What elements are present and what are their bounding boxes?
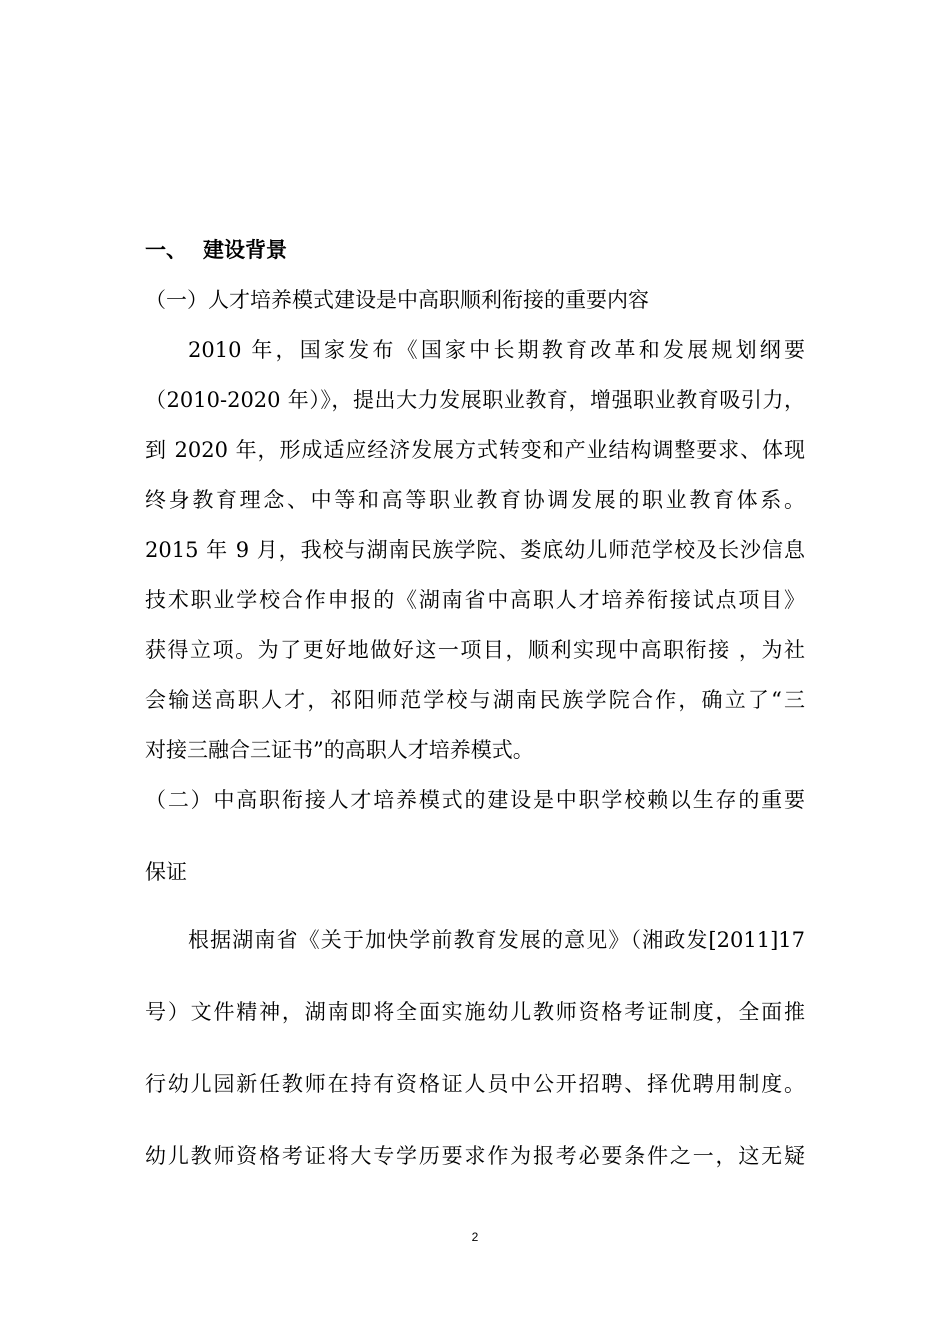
paragraph-2-line-2: 号）文件精神，湖南即将全面实施幼儿教师资格考证制度，全面推 bbox=[145, 1000, 805, 1024]
subsection-1-title: （一）人才培养模式建设是中高职顺利衔接的重要内容 bbox=[145, 288, 649, 312]
paragraph-1-line-4: 终身教育理念、中等和高等职业教育协调发展的职业教育体系。 bbox=[145, 488, 805, 512]
paragraph-2-line-4: 幼儿教师资格考证将大专学历要求作为报考必要条件之一，这无疑 bbox=[145, 1144, 805, 1168]
paragraph-1-line-2: （2010-2020 年）》，提出大力发展职业教育，增强职业教育吸引力， bbox=[145, 388, 805, 412]
section-heading-title: 建设背景 bbox=[203, 238, 287, 262]
paragraph-1-line-6: 技术职业学校合作申报的《湖南省中高职人才培养衔接试点项目》 bbox=[145, 588, 805, 612]
paragraph-1-line-9: 对接三融合三证书”的高职人才培养模式。 bbox=[145, 738, 534, 762]
page-number: 2 bbox=[471, 1230, 479, 1244]
section-heading bbox=[145, 236, 287, 264]
paragraph-1-line-3: 到 2020 年，形成适应经济发展方式转变和产业结构调整要求、体现 bbox=[145, 438, 805, 462]
subsection-2-title-line-2: 保证 bbox=[145, 860, 187, 884]
paragraph-2-line-3: 行幼儿园新任教师在持有资格证人员中公开招聘、择优聘用制度。 bbox=[145, 1072, 805, 1096]
paragraph-1-line-7: 获得立项。为了更好地做好这一项目，顺利实现中高职衔接 ，为社 bbox=[145, 638, 805, 662]
paragraph-2-line-1: 根据湖南省《关于加快学前教育发展的意见》（湘政发[2011]17 bbox=[188, 928, 805, 952]
section-heading-number: 一、 bbox=[145, 238, 187, 262]
paragraph-1-line-1: 2010 年，国家发布《国家中长期教育改革和发展规划纲要 bbox=[188, 338, 805, 362]
paragraph-1-line-8: 会输送高职人才，祁阳师范学校与湖南民族学院合作，确立了“三 bbox=[145, 688, 805, 712]
paragraph-1-line-5: 2015 年 9 月，我校与湖南民族学院、娄底幼儿师范学校及长沙信息 bbox=[145, 538, 805, 562]
subsection-2-title-line-1: （二）中高职衔接人才培养模式的建设是中职学校赖以生存的重要 bbox=[145, 788, 805, 812]
